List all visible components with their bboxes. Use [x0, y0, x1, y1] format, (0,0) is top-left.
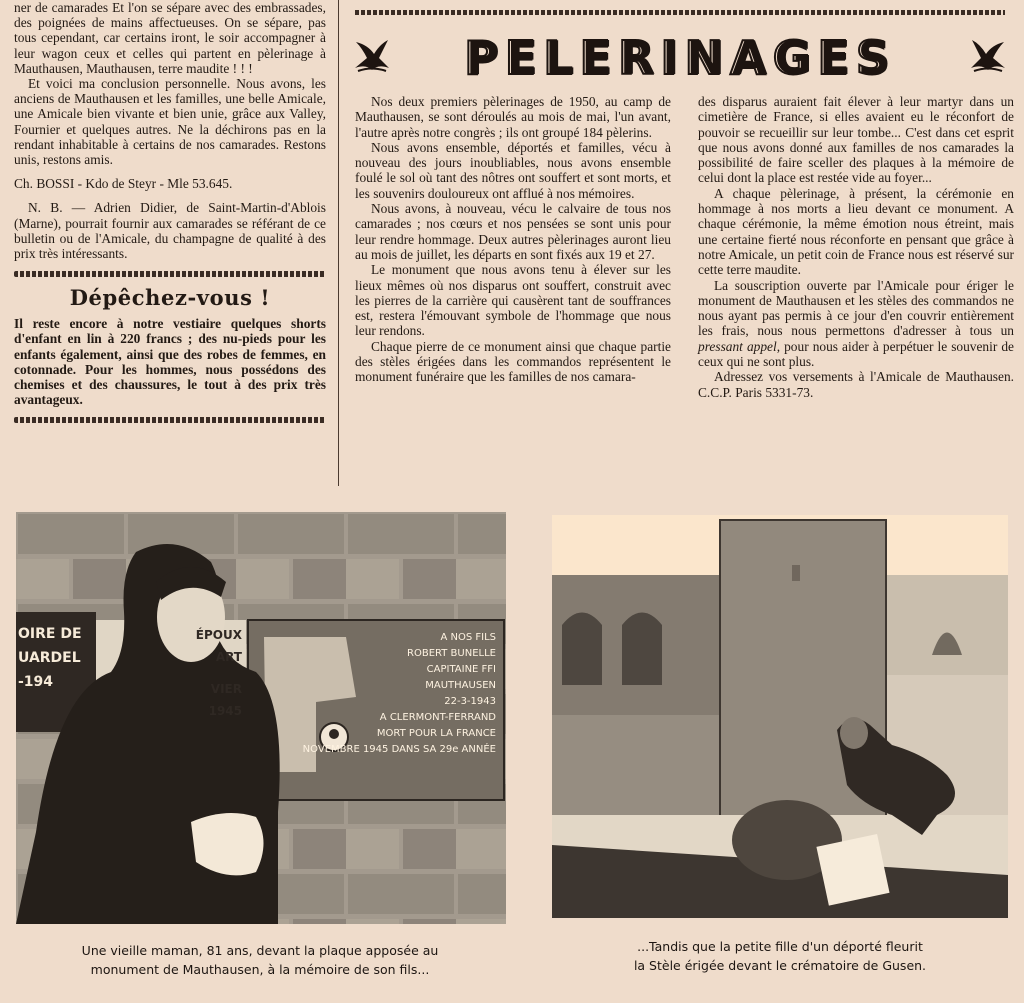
side-plaque-line: UARDEL — [18, 650, 81, 666]
zigzag-divider — [355, 10, 1005, 15]
article-paragraph: Le monument que nous avons tenu à élever sur les lieux mêmes où nos disparus ont souffert, construit avec les pierres de la carrière qui causèrent tant de souffrances est, restera l'émouvant symbole de l'hommage que nous leur rendons. — [355, 262, 671, 339]
photo-mother-plaque — [16, 512, 506, 924]
bird-ornament-icon — [968, 36, 1008, 76]
photo-stele-gusen — [552, 515, 1008, 918]
plaque-line: CAPITAINE FFI — [426, 664, 496, 675]
box-title: Dépêchez-vous ! — [69, 285, 271, 311]
article-paragraph: Nous avons ensemble, déportés et familles, vécu à nouveau des jours inoubliables, nous avons ensemble foulé le sol où tant des nôtres ont souffert et sont morts, et les souvenirs douloureux ont afflué à nos mémoires. — [355, 139, 671, 201]
caption-line: ...Tandis que la petite fille d'un déporté fleurit — [637, 939, 923, 954]
photo-caption-1 — [30, 941, 490, 979]
appeal-text: La souscription ouverte par l'Amicale pour ériger le monument de Mauthausen et les stèles des commandos ne nous ayant pas permis à ce jour d'en couvrir entièrement les frais, nous nous permettons d'adresser à tous un — [698, 277, 1014, 339]
photo-caption-2 — [560, 937, 1000, 975]
bird-ornament-icon — [352, 36, 392, 76]
left-paragraph: Et voici ma conclusion personnelle. Nous avons, les anciens de Mauthausen et les familles, une belle Amicale, une Amicale bien vivante et bien unie, grâce aux Valley, Fournier et quelques autres. Ne la déchirons pas en la rendant inhabitable à certains de nos camarades. Restons unis, restons amis. — [14, 76, 326, 168]
caption-line: Une vieille maman, 81 ans, devant la plaque apposée au — [81, 943, 439, 958]
side-plaque-line: ART — [215, 650, 242, 664]
left-column — [14, 0, 326, 431]
side-plaque-line: VIER 1945 — [208, 682, 242, 718]
signature: Ch. BOSSI - Kdo de Steyr - Mle 53.645. — [14, 176, 233, 192]
plaque-line: ROBERT BUNELLE — [407, 648, 496, 659]
article-column-1 — [355, 94, 671, 385]
plaque-line: NOVEMBRE 1945 DANS SA 29e ANNÉE — [302, 744, 496, 755]
article-paragraph: des disparus auraient fait élever à leur martyr dans un cimetière de France, si elles avaient eu le réconfort de pouvoir se recueillir sur leur tombe... C'est dans cet esprit que nous avons donné aux familles de nos camarades la possibilité de faire sceller des plaques à la mémoire de celui dont la place est restée vide au foyer... — [698, 94, 1014, 186]
article-paragraph: Chaque pierre de ce monument ainsi que chaque partie des stèles érigées dans les commandos représentent le monument funéraire que les familles de nos camara- — [355, 338, 671, 385]
column-rule — [338, 0, 339, 486]
zigzag-divider — [14, 271, 326, 277]
box-text: Il reste encore à notre vestiaire quelques shorts d'enfant en lin à 220 francs ; des nu-pieds pour les enfants également, ainsi que des robes de femmes, en cotonnade. Pour les hommes, nous possédons des chemises et des chaussures, le tout à des prix très avantageux. — [14, 316, 326, 408]
side-plaque-line: -194 — [18, 674, 54, 690]
nb-note: N. B. — Adrien Didier, de Saint-Martin-d'Ablois (Marne), pourrait fournir aux camarades se référant de ce bulletin ou de l'Amicale, du champagne de qualité à des prix très intéressants. — [14, 200, 326, 262]
zigzag-divider — [14, 417, 326, 423]
article-title: PELERINAGES — [464, 31, 896, 85]
plaque-inscription — [268, 630, 496, 758]
plaque-line: MAUTHAUSEN — [425, 680, 496, 691]
left-paragraph: ner de camarades Et l'on se sépare avec des embrassades, des poignées de mains affectueuses. On se sépare, pas tous cependant, car certains iront, le soir accompagner à leur wagon ceux et celles qui partent en pèlerinage à Mauthausen, Mauthausen, terre maudite ! ! ! — [14, 0, 326, 76]
appeal-text-end: , pour nous aider à perpétuer le souvenir de ceux qui ne sont plus. — [698, 338, 1015, 370]
plaque-line: 22-3-1943 — [444, 696, 496, 707]
article-header — [350, 30, 1010, 90]
article-paragraph — [698, 278, 1014, 370]
caption-line: monument de Mauthausen, à la mémoire de son fils... — [90, 962, 430, 977]
article-paragraph: Nos deux premiers pèlerinages de 1950, au camp de Mauthausen, se sont déroulés au mois de mai, l'un avant, l'autre après notre congrès ; ils ont groupé 184 pèlerins. — [355, 94, 671, 140]
plaque-line: A NOS FILS — [440, 632, 496, 643]
plaque-line: MORT POUR LA FRANCE — [376, 728, 496, 739]
side-plaque-line: ÉPOUX — [195, 628, 242, 642]
article-paragraph: A chaque pèlerinage, à présent, la cérémonie en hommage à nos morts a lieu devant ce monument. A chaque cérémonie, la même émotion nous étreint, mais une certaine fierté nous réconforte en pensant que grâce à notre Amicale, un petit coin de France nous est réservé sur cette terre maudite. — [698, 185, 1014, 278]
article-column-2 — [698, 94, 1014, 400]
side-plaque-line: OIRE DE — [18, 626, 82, 642]
side-plaque-2 — [176, 624, 242, 722]
appeal-emphasis: pressant appel — [698, 338, 777, 354]
article-paragraph: Adressez vos versements à l'Amicale de Mauthausen. C.C.P. Paris 5331-73. — [698, 369, 1014, 400]
article-paragraph: Nous avons, à nouveau, vécu le calvaire de tous nos camarades ; nos cœurs et nos pensées se sont unis pour leur rendre hommage. Deux autres pèlerinages auront lieu au mois de juillet, les départs en sont fixés aux 19 et 27. — [355, 201, 671, 262]
side-plaque-1 — [18, 622, 82, 694]
photo-stele-image — [552, 515, 1008, 918]
caption-line: la Stèle érigée devant le crématoire de Gusen. — [633, 958, 927, 973]
plaque-line: A CLERMONT-FERRAND — [379, 712, 496, 723]
